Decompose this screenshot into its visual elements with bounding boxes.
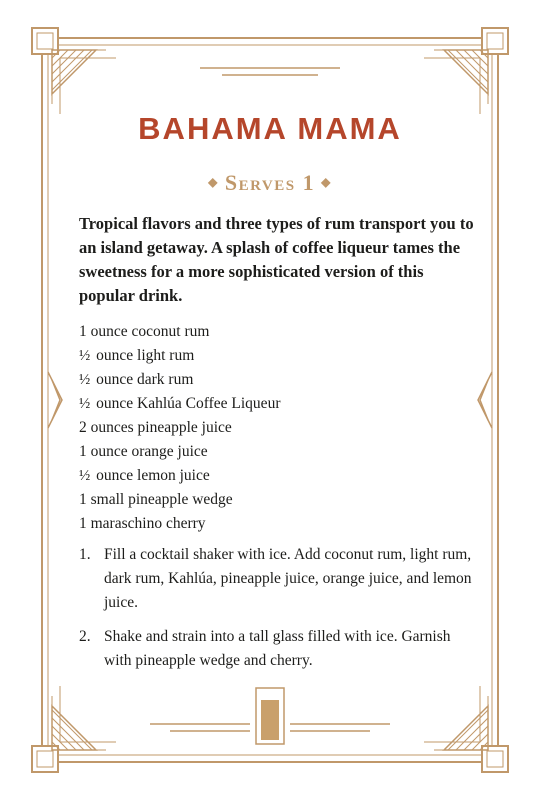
serves-text: Serves 1 (224, 170, 316, 195)
tall-glass-icon (256, 688, 284, 744)
step-text: Fill a cocktail shaker with ice. Add coconut rum, light rum, dark rum, Kahlúa, pineapple juice, orange juice, and lemon juice. (104, 546, 472, 611)
step-number: 1. (79, 546, 91, 563)
ingredient-item: ½ ounce light rum (79, 347, 195, 364)
ingredient-item: 2 ounces pineapple juice (79, 419, 232, 436)
ingredient-item: 1 maraschino cherry (79, 515, 206, 532)
instruction-step (79, 543, 479, 615)
instruction-list (79, 543, 479, 683)
ingredient-item: 1 ounce orange juice (79, 443, 208, 460)
diamond-icon: ◆ (321, 175, 332, 189)
ingredient-item: 1 small pineapple wedge (79, 491, 233, 508)
ingredient-item: ½ ounce lemon juice (79, 467, 210, 484)
diamond-icon: ◆ (208, 175, 219, 189)
ingredient-list (79, 320, 479, 536)
recipe-intro: Tropical flavors and three types of rum transport you to an island getaway. A splash of coffee liqueur tames the sweetness for a more sophisticated version of this popular drink. (79, 214, 474, 305)
serves-label (0, 170, 540, 196)
step-text: Shake and strain into a tall glass filled with ice. Garnish with pineapple wedge and cherry. (104, 628, 451, 669)
step-number: 2. (79, 628, 91, 645)
recipe-title: BAHAMA MAMA (138, 111, 402, 146)
ingredient-item: 1 ounce coconut rum (79, 323, 210, 340)
instruction-step (79, 625, 479, 673)
ingredient-item: ½ ounce Kahlúa Coffee Liqueur (79, 395, 281, 412)
ingredient-item: ½ ounce dark rum (79, 371, 194, 388)
